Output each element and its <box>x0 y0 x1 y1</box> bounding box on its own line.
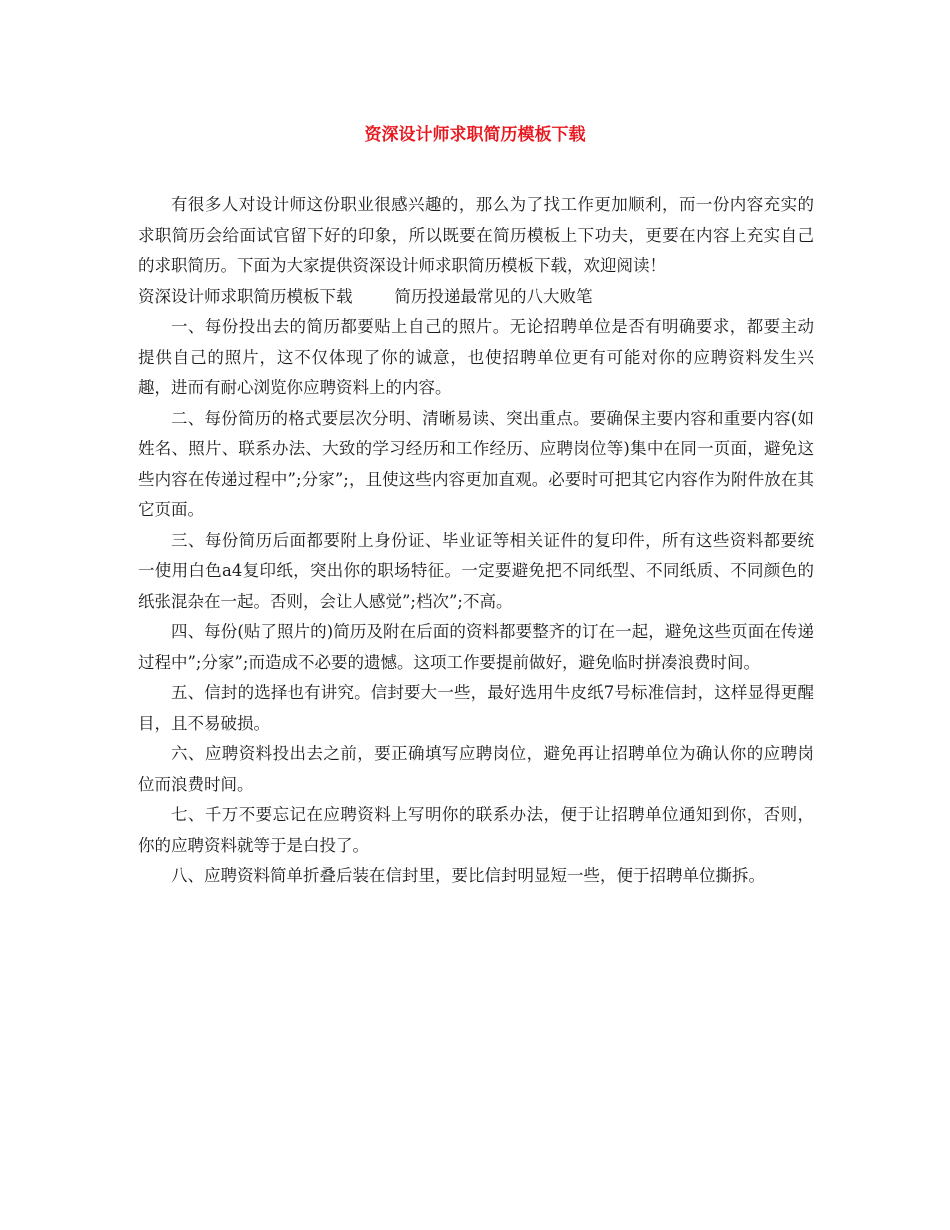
subheading-right: 简历投递最常见的八大败笔 <box>394 286 593 306</box>
item-paragraph-1: 一、每份投出去的简历都要贴上自己的照片。无论招聘单位是否有明确要求，都要主动提供自己的照片，这不仅体现了你的诚意，也使招聘单位更有可能对你的应聘资料发生兴趣，进而有耐心浏览你应聘资料上的内容。 <box>138 317 814 397</box>
item-paragraph-2: 二、每份简历的格式要层次分明、清晰易读、突出重点。要确保主要内容和重要内容(如姓名、照片、联系办法、大致的学习经历和工作经历、应聘岗位等)集中在同一页面，避免这些内容在传递过程中”;分家”;，且使这些内容更加直观。必要时可把其它内容作为附件放在其它页面。 <box>138 408 814 519</box>
subheading-line <box>138 282 814 313</box>
item-paragraph-4: 四、每份(贴了照片的)简历及附在后面的资料都要整齐的订在一起，避免这些页面在传递过程中”;分家”;而造成不必要的遗憾。这项工作要提前做好，避免临时拼凑浪费时间。 <box>138 622 814 672</box>
item-paragraph-3: 三、每份简历后面都要附上身份证、毕业证等相关证件的复印件，所有这些资料都要统一使用白色a4复印纸，突出你的职场特征。一定要避免把不同纸型、不同纸质、不同颜色的纸张混杂在一起。否则，会让人感觉”;档次”;不高。 <box>138 530 814 611</box>
item-paragraph-5: 五、信封的选择也有讲究。信封要大一些，最好选用牛皮纸7号标准信封，这样显得更醒目，且不易破损。 <box>138 683 814 733</box>
item-paragraph-8: 八、应聘资料简单折叠后装在信封里，要比信封明显短一些，便于招聘单位撕拆。 <box>171 866 765 885</box>
subheading-left: 资深设计师求职简历模板下载 <box>138 286 353 306</box>
document-body <box>138 190 814 892</box>
item-paragraph-7: 七、千万不要忘记在应聘资料上写明你的联系办法，便于让招聘单位通知到你，否则，你的应聘资料就等于是白投了。 <box>138 805 814 855</box>
document-title: 资深设计师求职简历模板下载 <box>364 125 586 145</box>
item-paragraph-6: 六、应聘资料投出去之前，要正确填写应聘岗位，避免再让招聘单位为确认你的应聘岗位而浪费时间。 <box>138 744 814 794</box>
intro-paragraph: 有很多人对设计师这份职业很感兴趣的，那么为了找工作更加顺利，而一份内容充实的求职简历会给面试官留下好的印象，所以既要在简历模板上下功夫，更要在内容上充实自己的求职简历。下面为大家提供资深设计师求职简历模板下载，欢迎阅读！ <box>138 195 814 275</box>
